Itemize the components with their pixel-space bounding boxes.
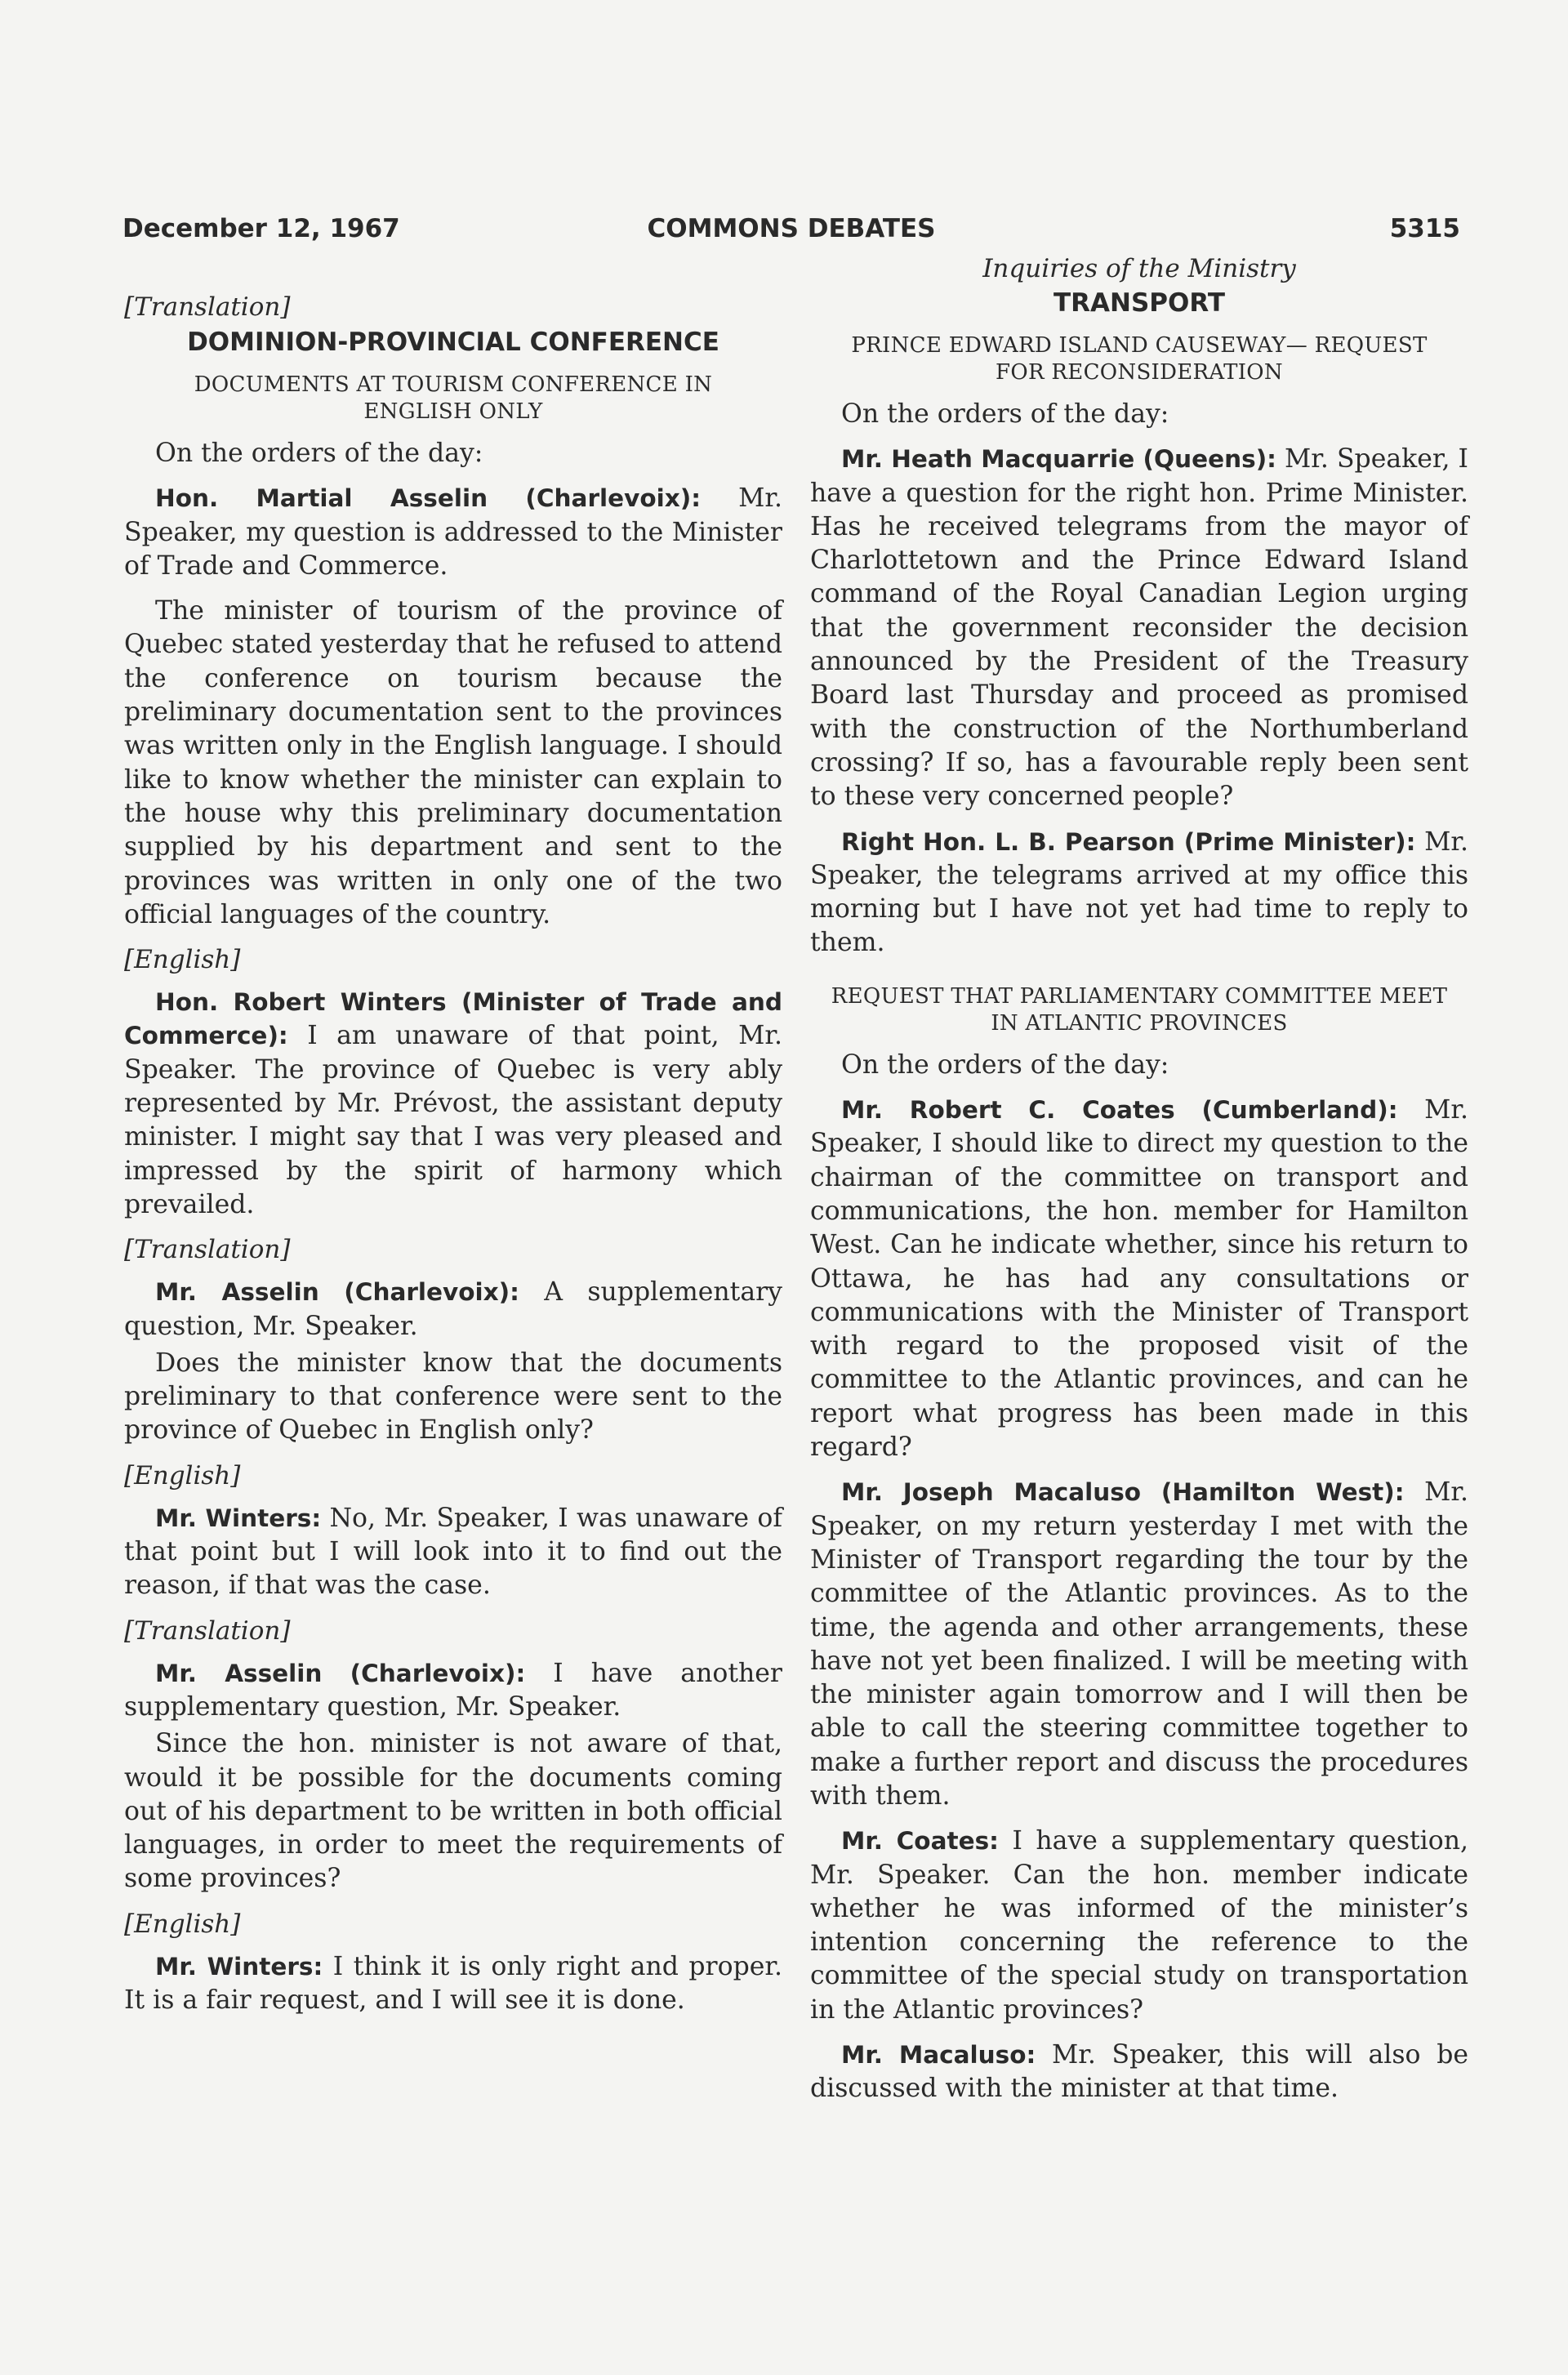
topic-title: REQUEST THAT PARLIAMENTARY COMMITTEE MEET IN ATLANTIC PROVINCES bbox=[831, 983, 1448, 1036]
language-note: [English] bbox=[124, 1909, 241, 1939]
speaker-name: Mr. Coates: bbox=[841, 1827, 999, 1856]
speaker-name: Mr. Asselin (Charlevoix): bbox=[155, 1659, 526, 1687]
speaker-name: Mr. Winters: bbox=[155, 1504, 322, 1532]
speech-paragraph bbox=[124, 1657, 782, 1725]
speech-paragraph bbox=[124, 986, 782, 1222]
speaker-name: Mr. Winters: bbox=[155, 1952, 323, 1981]
speech-text: I am unaware of that point, Mr. Speaker. The province of Quebec is very ably represented by Mr. Prévost, the assistant deputy minister. I might say that I was very pleased and impressed by the spirit of harmony which prevailed. bbox=[124, 1021, 782, 1219]
speaker-name: Mr. Macaluso: bbox=[841, 2041, 1036, 2070]
language-note: [Translation] bbox=[124, 1235, 291, 1265]
speech-text: No, Mr. Speaker, I was unaware of that point but I will look into it to find out the reason, if that was the case. bbox=[124, 1503, 782, 1601]
header-journal-title: COMMONS DEBATES bbox=[647, 214, 936, 243]
speech-text: A supplementary question, Mr. Speaker. bbox=[124, 1277, 782, 1341]
header-page-number: 5315 bbox=[1389, 214, 1460, 243]
speech-paragraph bbox=[124, 1276, 782, 1343]
speaker-name: Mr. Robert C. Coates (Cumberland): bbox=[841, 1096, 1398, 1125]
speaker-name: Mr. Heath Macquarrie (Queens): bbox=[841, 445, 1276, 474]
speech-paragraph bbox=[810, 2039, 1468, 2106]
language-note: [Translation] bbox=[124, 292, 291, 322]
orders-of-the-day: On the orders of the day: bbox=[841, 399, 1169, 429]
speech-paragraph bbox=[124, 1502, 782, 1603]
header-date: December 12, 1967 bbox=[122, 214, 400, 243]
language-note: [English] bbox=[124, 1460, 241, 1491]
speaker-name: Mr. Joseph Macaluso (Hamilton West): bbox=[841, 1478, 1405, 1507]
speech-paragraph: The minister of tourism of the province of Quebec stated yesterday that he refused to attend the conference on tourism because the preliminary documentation sent to the provinces was written only in the English language. I should like to know whether the minister can explain to the house why this preliminary documentation supplied by his department and sent to the provinces was written in only one of the two official languages of the country. bbox=[124, 596, 782, 929]
speaker-name: Hon. Martial Asselin (Charlevoix): bbox=[155, 484, 702, 513]
topic-title: DOCUMENTS AT TOURISM CONFERENCE IN ENGLISH ONLY bbox=[194, 372, 713, 424]
speech-paragraph: Does the minister know that the documents preliminary to that conference were sent to the province of Quebec in English only? bbox=[124, 1348, 782, 1446]
speech-text: Mr. Speaker, on my return yesterday I met with the Minister of Transport regarding the tour by the committee of the Atlantic provinces. As to the time, the agenda and other arrangements, these have not yet been finalized. I will be meeting with the minister again tomorrow and I will then be able to call the steering committee together to make a further report and discuss the procedures with them. bbox=[810, 1477, 1468, 1811]
speech-text: Mr. Speaker, this will also be discussed with the minister at that time. bbox=[810, 2040, 1468, 2104]
running-header bbox=[122, 214, 1460, 252]
speech-text: I have a supplementary question, Mr. Speaker. Can the hon. member indicate whether he was informed of the minister’s intention concerning the reference to the committee of the special study on transportation in the Atlantic provinces? bbox=[810, 1826, 1468, 2025]
speech-text: I think it is only right and proper. It is a fair request, and I will see it is done. bbox=[124, 1951, 782, 2015]
speech-text: Mr. Speaker, I have a question for the right hon. Prime Minister. Has he received telegrams from the mayor of Charlottetown and the Prince Edward Island command of the Royal Canadian Legion urging that the government reconsider the decision announced by the President of the Treasury Board last Thursday and proceed as promised with the construction of the Northumberland crossing? If so, has a favourable reply been sent to these very concerned people? bbox=[810, 444, 1468, 812]
speech-paragraph bbox=[810, 1476, 1468, 1813]
speech-paragraph: Since the hon. minister is not aware of that, would it be possible for the documents coming out of his department to be written in both official languages, in order to meet the requirements of some provinces? bbox=[124, 1729, 782, 1894]
speech-paragraph bbox=[124, 1950, 782, 2018]
right-column bbox=[810, 253, 1468, 2118]
section-title: TRANSPORT bbox=[1054, 288, 1225, 318]
speaker-name: Right Hon. L. B. Pearson (Prime Minister): bbox=[841, 827, 1416, 856]
speech-text: Mr. Speaker, the telegrams arrived at my office this morning but I have not yet had time to reply to them. bbox=[810, 827, 1468, 958]
speech-paragraph bbox=[124, 482, 782, 583]
speech-text: I have another supplementary question, Mr. Speaker. bbox=[124, 1658, 782, 1722]
speech-paragraph bbox=[810, 443, 1468, 813]
language-note: [English] bbox=[124, 945, 241, 975]
orders-of-the-day: On the orders of the day: bbox=[155, 439, 483, 468]
orders-of-the-day: On the orders of the day: bbox=[841, 1049, 1169, 1080]
speech-text: Mr. Speaker, my question is addressed to the Minister of Trade and Commerce. bbox=[124, 483, 782, 581]
language-note: [Translation] bbox=[124, 1615, 291, 1646]
speech-text: Mr. Speaker, I should like to direct my question to the chairman of the committee on transport and communications, the hon. member for Hamilton West. Can he indicate whether, since his return to Ottawa, he has had any consultations or communications with the Minister of Transport with regard to the proposed visit of the committee to the Atlantic provinces, and can he report what progress has been made in this regard? bbox=[810, 1095, 1468, 1463]
running-subhead: Inquiries of the Ministry bbox=[982, 254, 1296, 283]
section-title: DOMINION-PROVINCIAL CONFERENCE bbox=[187, 328, 719, 357]
speaker-name: Hon. Robert Winters (Minister of Trade and Commerce): bbox=[124, 988, 782, 1050]
topic-title: PRINCE EDWARD ISLAND CAUSEWAY— REQUEST FOR RECONSIDERATION bbox=[851, 333, 1428, 385]
speaker-name: Mr. Asselin (Charlevoix): bbox=[155, 1278, 519, 1307]
speech-paragraph bbox=[810, 1825, 1468, 2027]
left-column bbox=[124, 253, 782, 2029]
speech-paragraph bbox=[810, 1094, 1468, 1464]
speech-paragraph bbox=[810, 826, 1468, 960]
